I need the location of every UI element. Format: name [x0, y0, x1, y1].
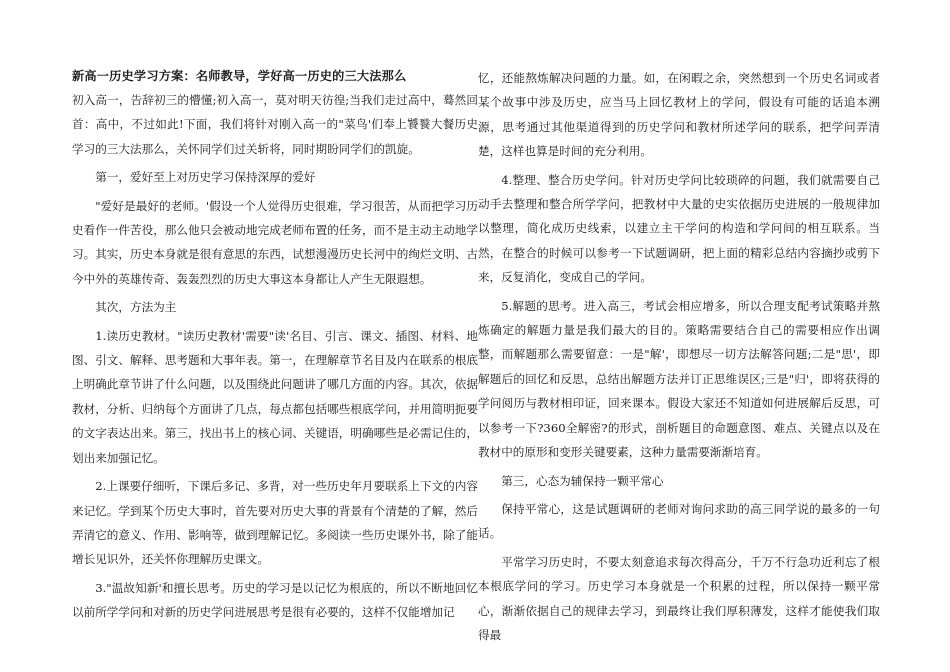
paragraph: 忆，还能熬炼解决问题的力量。如，在闲暇之余，突然想到一个历史名词或者某个故事中涉及历史，应当马上回忆教材上的学问，假设有可能的话追本溯源，思考通过其他渠道得到的历史学问和教材所述学问的联系，把学问弄清楚，这样也算是时间的充分利用。	[478, 71, 880, 159]
paragraph: 5.解题的思考。进入高三，考试会相应增多，所以合理支配考试策略并熬炼确定的解题力量是我们最大的目的。策略需要结合自己的需要相应作出调整，而解题那么需要留意：一是"解'，即想尽一切方法解答问题;二是"思'，即解题后的回忆和反思，总结出解题方法并订正思维误区;三是"归'，即将获得的学问阅历与教材相印证，回来课本。假设大家还不知道如何进展解后反思，可以参考一下?360全解密?的形式，剖析题目的命题意图、难点、关键点以及在教材中的原形和变形关键要素，这种力量需要渐渐培育。	[478, 298, 880, 460]
section-heading-first: 第一，爱好至上对历史学习保持深厚的爱好	[95, 170, 316, 185]
document-title: 新高一历史学习方案：名师教导，学好高一历史的三大法那么	[72, 69, 407, 83]
left-column	[72, 66, 478, 629]
section-heading-second: 其次，方法为主	[95, 300, 177, 315]
right-column	[478, 66, 880, 651]
paragraph: 初入高一，告辞初三的懵懂;初入高一，莫对明天彷徨;当我们走过高中，蓦然回首：高中，不过如此!下面，我们将针对刚入高一的"菜鸟'们奉上饕餮大餐历史学习的三大法那么，关怀同学们过关斩将，同时期盼同学们的凯旋。	[72, 93, 478, 156]
section-heading-third: 第三，心态为辅保持一颗平常心	[501, 473, 664, 488]
paragraph: 保持平常心，这是试题调研的老师对询问求助的高三同学说的最多的一句话。	[478, 501, 880, 541]
paragraph: 平常学习历史时，不要太刻意追求每次得高分，千万不行急功近利忘了根本根底学问的学习。历史学习本身就是一个积累的过程，所以保持一颗平常心，渐渐依据自己的规律去学习，到最终让我们厚积薄发，这样才能使我们取得最	[478, 554, 880, 642]
paragraph: "爱好是最好的老师。'假设一个人觉得历史很难，学习很苦，从而把学习历史看作一件苦役，那么他只会被动地完成老师布置的任务，而不是主动主动地学习。其实，历史本身就是很有意思的东西，试想漫漫历史长河中的绚烂文明、古今中外的英雄传奇、轰轰烈烈的历史大事这本身都让人产生无限遐想。	[72, 198, 478, 286]
paragraph: 4.整理、整合历史学问。针对历史学问比较琐碎的问题，我们就需要自己动手去整理和整合所学学问，把教材中大量的史实依据历史进展的一般规律加以整理，简化成历史线索，以建立主干学问的构造和学问间的相互联系。当然，在整合的时候可以参考一下试题调研，把上面的精彩总结内容摘抄或剪下来，反复消化，变成自己的学问。	[478, 172, 880, 285]
paragraph: 3."温故知新'和擅长思考。历史的学习是以记忆为根底的，所以不断地回忆以前所学学问和对新的历史学问进展思考是很有必要的，这样不仅能增加记	[72, 580, 478, 620]
paragraph: 2.上课要仔细听，下课后多记、多背，对一些历史年月要联系上下文的内容来记忆。学到某个历史大事时，首先要对历史大事的背景有个清楚的了解，然后弄清它的意义、作用、影响等，做到理解记忆。多阅读一些历史课外书，除了能增长见识外，还关怀你理解历史课文。	[72, 479, 478, 567]
paragraph: 1.读历史教材。"读历史教材'需要"读'名目、引言、课文、插图、材料、地图、引文、解释、思考题和大事年表。第一，在理解章节名目及内在联系的根底上明确此章节讲了什么问题，以及围绕此问题讲了哪几方面的内容。其次，依据教材，分析、归纳每个方面讲了几点，每点都包括哪些根底学问，并用简明扼要的文字表达出来。第三，找出书上的核心词、关键语，明确哪些是必需记住的，划出来加强记忆。	[72, 328, 478, 465]
